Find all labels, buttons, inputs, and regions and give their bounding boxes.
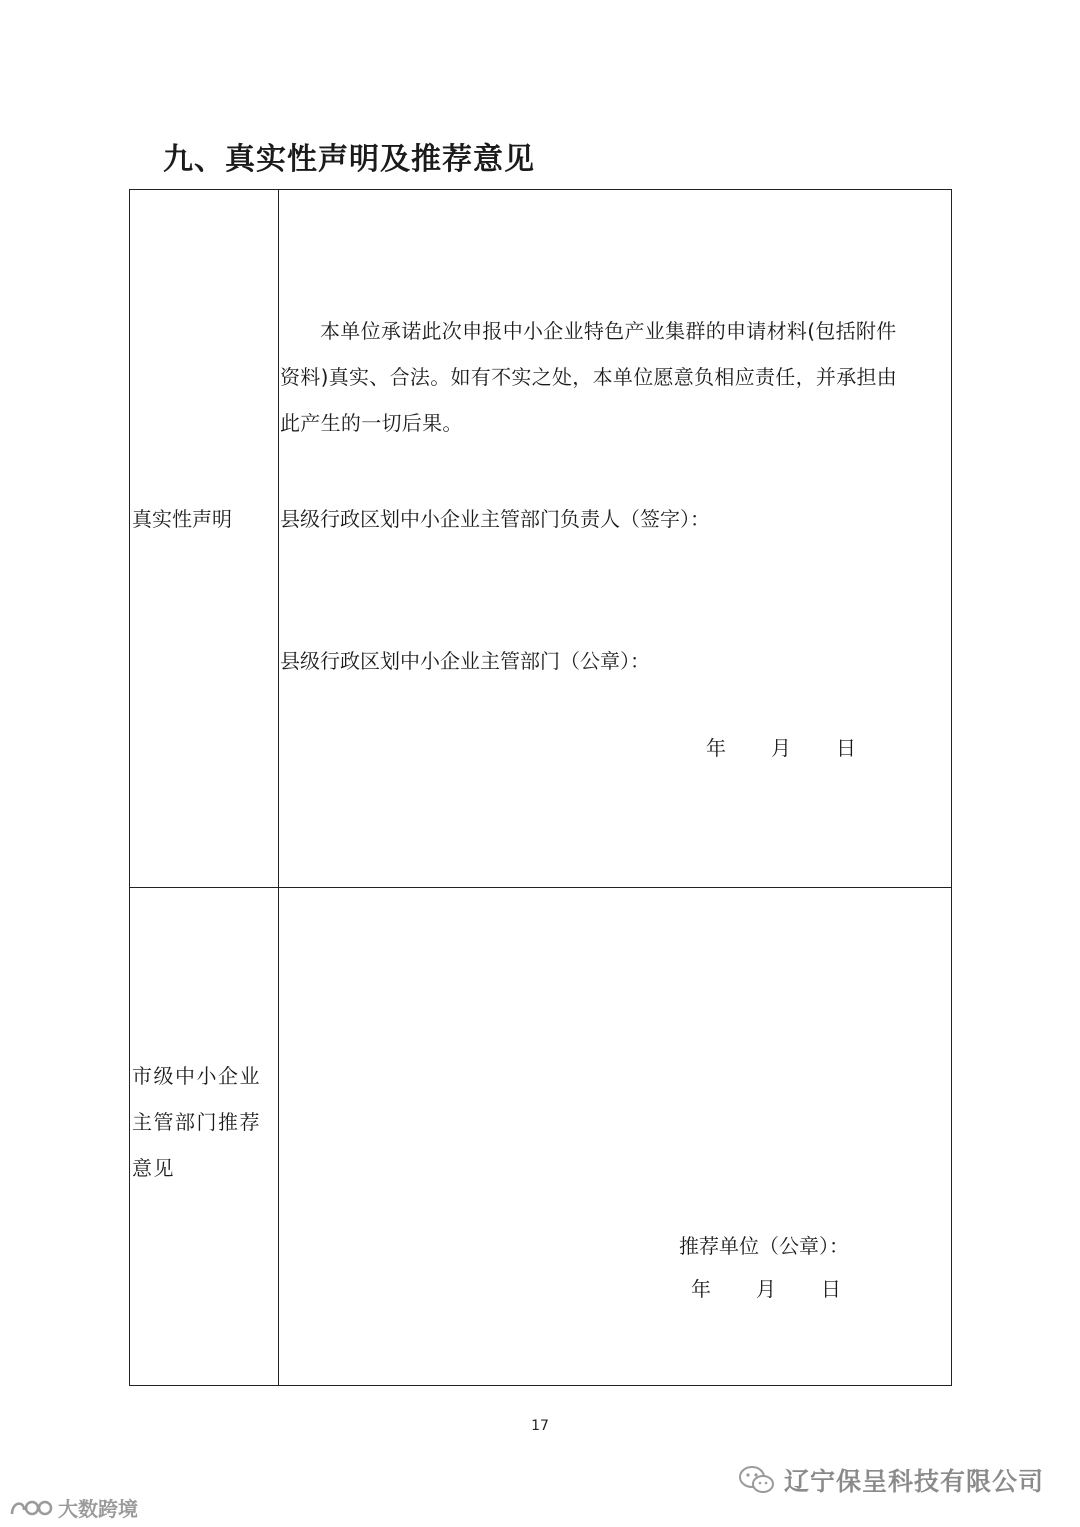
watermark-right-text: 辽宁保呈科技有限公司 [783,1467,1044,1496]
section-title: 九、真实性声明及推荐意见 [163,142,535,177]
recommend-unit-label: 推荐单位（公章）： [679,1234,849,1258]
row-divider [130,887,951,888]
recommendation-label-line: 意见 [132,1156,175,1180]
date-day: 日 [821,1277,841,1301]
date-line [706,725,856,771]
wechat-icon [738,1465,776,1495]
brand-logo-icon [8,1496,54,1520]
form-table [129,189,952,1386]
date-day: 日 [836,736,856,760]
date-year: 年 [706,736,726,760]
column-divider [278,190,279,1385]
statement-line: 此产生的一切后果。 [280,411,463,435]
authenticity-statement-label: 真实性声明 [132,507,232,531]
authenticity-statement-text [280,308,950,446]
recommendation-label [132,1053,278,1191]
statement-line: 资料)真实、合法。如有不实之处，本单位愿意负相应责任，并承担由 [280,365,898,389]
page-number: 17 [531,1418,549,1434]
date-month: 月 [756,1277,776,1301]
date-year: 年 [691,1277,711,1301]
brand-watermark [8,1493,138,1522]
date-line [691,1266,841,1312]
wechat-watermark [738,1462,1044,1498]
date-month: 月 [771,736,791,760]
statement-line: 本单位承诺此次申报中小企业特色产业集群的申请材料(包括附件 [320,319,897,343]
seal-field-label: 县级行政区划中小企业主管部门（公章）： [280,649,650,673]
recommendation-label-line: 市级中小企业 [132,1064,261,1088]
watermark-left-text: 大数跨境 [58,1497,138,1521]
signature-field-label: 县级行政区划中小企业主管部门负责人（签字）： [280,507,710,531]
recommendation-label-line: 主管部门推荐 [132,1110,261,1134]
